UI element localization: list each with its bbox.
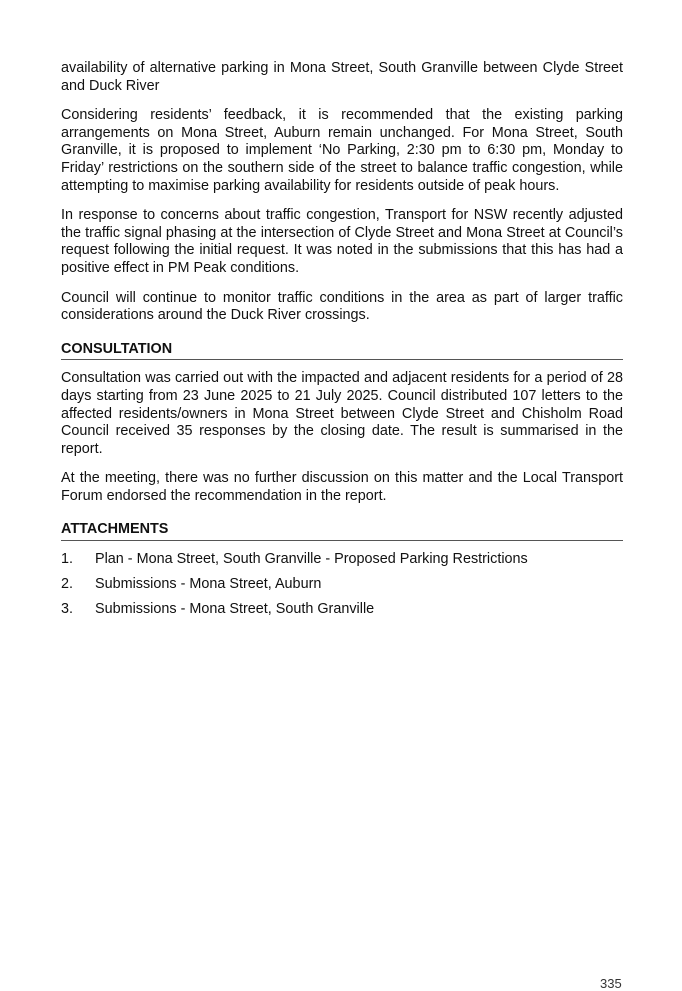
attachments-heading: ATTACHMENTS [61,521,623,541]
attachment-item [61,551,623,569]
attachment-item [61,601,623,619]
page-number: 335 [600,976,622,991]
attachment-title: Plan - Mona Street, South Granville - Proposed Parking Restrictions [95,551,528,568]
attachment-number: 1. [61,551,74,568]
paragraph-traffic-signal: In response to concerns about traffic congestion, Transport for NSW recently adjusted the traffic signal phasing at the intersection of Clyde Street and Mona Street at Council’s request following the initial request. It was noted in the submissions that this has had a positive effect in PM Peak conditions. [61,207,623,276]
document-page [61,60,623,626]
attachment-number: 2. [61,576,74,593]
attachment-number: 3. [61,601,74,618]
paragraph-alternative-parking: availability of alternative parking in Mona Street, South Granville between Clyde Street and Duck River [61,60,623,94]
paragraph-recommendation: Considering residents’ feedback, it is recommended that the existing parking arrangements on Mona Street, Auburn remain unchanged. For Mona Street, South Granville, it is proposed to implement ‘No Parking, 2:30 pm to 6:30 pm, Monday to Friday’ restrictions on the southern side of the street to balance traffic congestion, while attempting to maximise parking availability for residents outside of peak hours. [61,107,623,194]
consultation-heading: CONSULTATION [61,341,623,361]
attachment-title: Submissions - Mona Street, Auburn [95,576,322,593]
attachment-title: Submissions - Mona Street, South Granville [95,601,375,618]
attachments-list [61,551,623,619]
paragraph-consultation-details: Consultation was carried out with the impacted and adjacent residents for a period of 28 days starting from 23 June 2025 to 21 July 2025. Council distributed 107 letters to the affected residents/owners in Mona Street between Clyde Street and Chisholm Road Council received 35 responses by the closing date. The result is summarised in the report. [61,370,623,457]
paragraph-monitoring: Council will continue to monitor traffic conditions in the area as part of larger traffic considerations around the Duck River crossings. [61,289,623,324]
attachment-item [61,576,623,594]
paragraph-meeting-outcome: At the meeting, there was no further discussion on this matter and the Local Transport Forum endorsed the recommendation in the report. [61,470,623,504]
